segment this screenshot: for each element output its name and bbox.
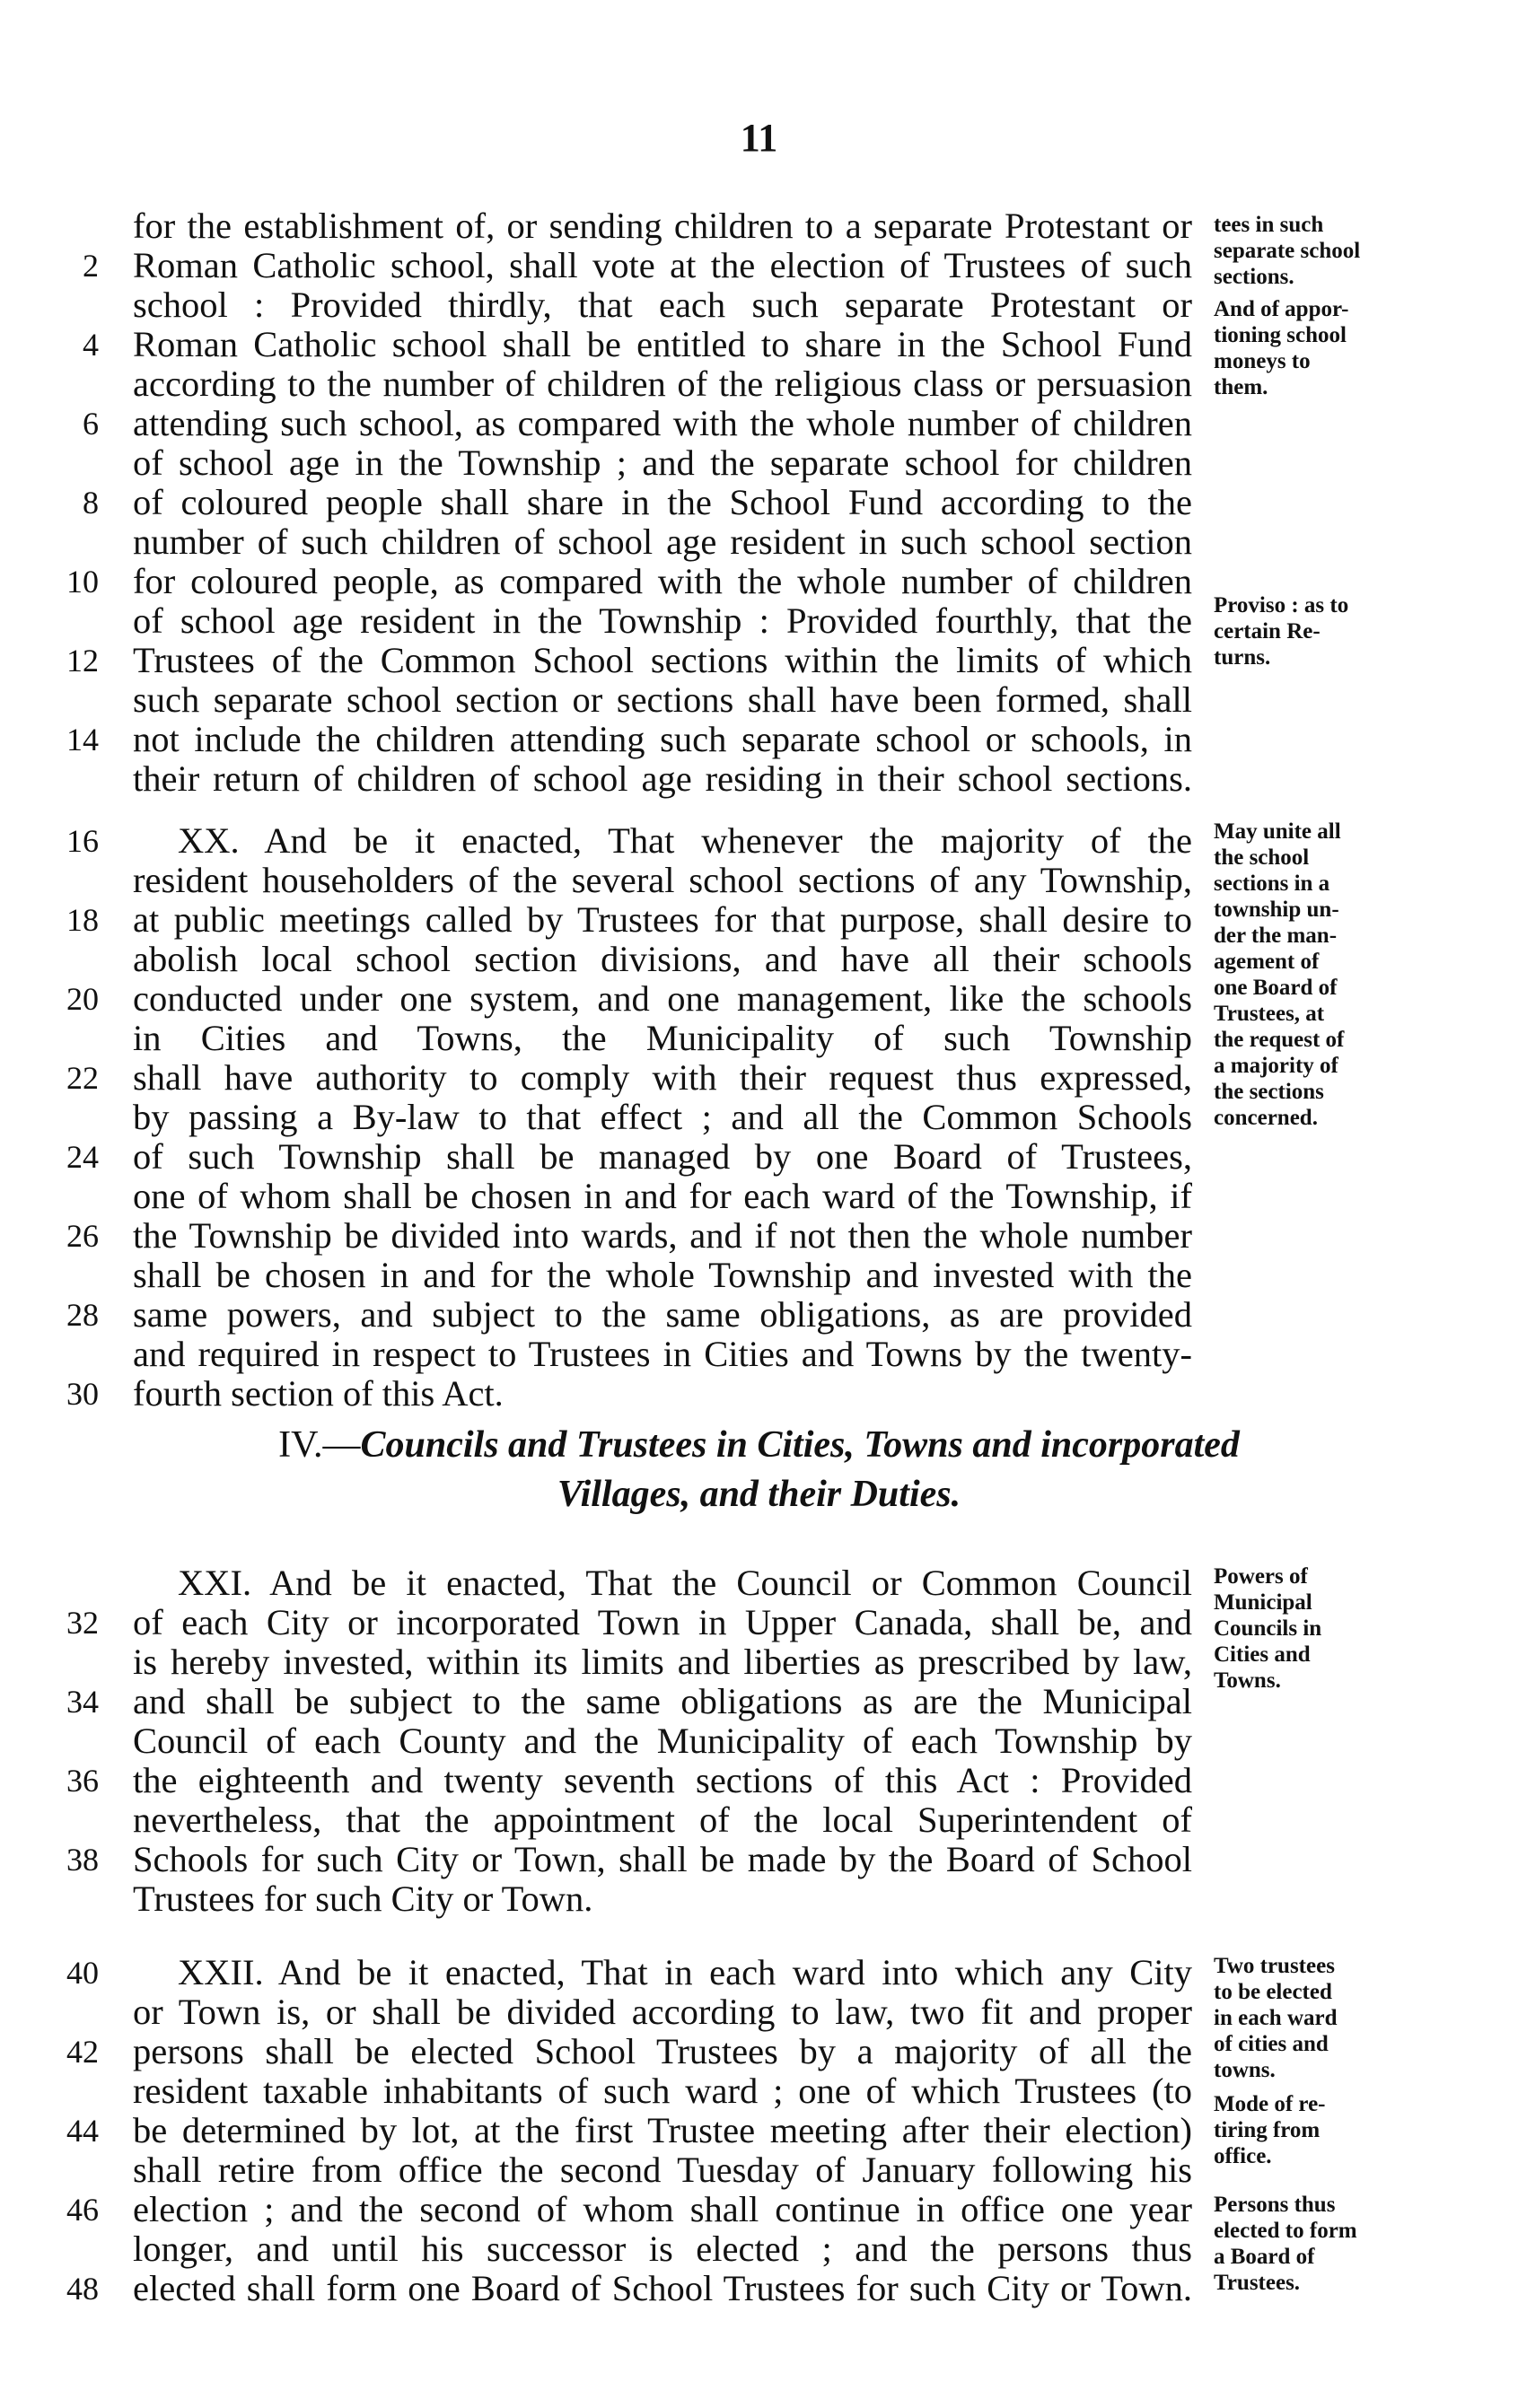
text-line: conducted under one system, and one management, like the schools: [133, 978, 1192, 1019]
text-line: Roman Catholic school, shall vote at the election of Trustees of such: [133, 245, 1192, 285]
margin-note-line: Cities and: [1214, 1642, 1311, 1667]
text-line: longer, and until his successor is elected ; and the persons thus: [133, 2228, 1192, 2269]
margin-note-line: them.: [1214, 375, 1268, 399]
text-line: XXII. And be it enacted, That in each ward into which any City: [178, 1952, 1192, 1992]
text-line: Schools for such City or Town, shall be made by the Board of School: [133, 1839, 1192, 1879]
margin-note-line: Powers of: [1214, 1564, 1308, 1589]
margin-note-line: a Board of: [1214, 2245, 1315, 2269]
text-line: is hereby invested, within its limits and liberties as prescribed by law,: [133, 1642, 1192, 1682]
margin-note: [1214, 212, 1483, 290]
margin-note-line: separate school: [1214, 239, 1361, 263]
section-heading: [0, 1423, 1518, 1467]
margin-note-line: May unite all: [1214, 819, 1341, 844]
text-line: for the establishment of, or sending children to a separate Protestant or: [133, 206, 1192, 246]
text-line: XXI. And be it enacted, That the Council or Common Council: [178, 1563, 1192, 1603]
line-number: 6: [83, 406, 99, 442]
text-line: Trustees of the Common School sections within the limits of which: [133, 640, 1192, 680]
text-line: not include the children attending such separate school or schools, in: [133, 719, 1192, 759]
line-number: 46: [66, 2192, 99, 2228]
text-line: the eighteenth and twenty seventh sections of this Act : Provided: [133, 1760, 1192, 1800]
margin-note-line: sections.: [1214, 265, 1294, 289]
text-line: and shall be subject to the same obligations as are the Municipal: [133, 1681, 1192, 1721]
margin-note: [1214, 1563, 1483, 1694]
margin-note-line: tiring from: [1214, 2118, 1321, 2142]
margin-note-line: tioning school: [1214, 323, 1347, 347]
margin-note-line: turns.: [1214, 645, 1271, 670]
margin-note-line: Two trustees: [1214, 1954, 1335, 1978]
margin-note-line: Persons thus: [1214, 2193, 1336, 2217]
margin-note-line: one Board of: [1214, 976, 1338, 1000]
margin-note: [1214, 1953, 1483, 2083]
margin-note-line: agement of: [1214, 950, 1320, 974]
text-line: number of such children of school age resident in such school section: [133, 521, 1192, 562]
margin-note-line: the school: [1214, 845, 1310, 870]
line-number: 8: [83, 485, 99, 521]
text-line: and required in respect to Trustees in Cities and Towns by the twenty-: [133, 1334, 1192, 1374]
line-number: 42: [66, 2034, 99, 2070]
section-heading-continued: [0, 1472, 1518, 1517]
heading-line-1: Councils and Trustees in Cities, Towns and incorporated: [360, 1424, 1240, 1466]
text-line: same powers, and subject to the same obligations, as are provided: [133, 1294, 1192, 1335]
text-line: at public meetings called by Trustees for that purpose, shall desire to: [133, 899, 1192, 940]
text-line: election ; and the second of whom shall continue in office one year: [133, 2189, 1192, 2229]
margin-note-line: der the man-: [1214, 924, 1338, 948]
margin-note-line: And of appor-: [1214, 297, 1349, 321]
text-line: according to the number of children of the religious class or persuasion: [133, 363, 1192, 404]
line-number: 12: [66, 643, 99, 679]
margin-note: [1214, 592, 1483, 670]
margin-note-line: a majority of: [1214, 1054, 1338, 1078]
text-line: their return of children of school age residing in their school sections.: [133, 758, 1192, 799]
text-line: Trustees for such City or Town.: [133, 1878, 593, 1919]
margin-note-line: Proviso : as to: [1214, 593, 1349, 617]
text-line: nevertheless, that the appointment of the local Superintendent of: [133, 1799, 1192, 1840]
line-number: 10: [66, 564, 99, 600]
text-line: shall have authority to comply with their request thus expressed,: [133, 1057, 1192, 1098]
line-number: 14: [66, 722, 99, 757]
text-line: or Town is, or shall be divided according to law, two fit and proper: [133, 1992, 1192, 2032]
margin-note-line: Trustees.: [1214, 2271, 1301, 2295]
text-line: one of whom shall be chosen in and for each ward of the Township, if: [133, 1176, 1192, 1216]
line-number: 28: [66, 1297, 99, 1333]
text-line: for coloured people, as compared with the whole number of children: [133, 561, 1192, 601]
line-number: 22: [66, 1060, 99, 1096]
text-line: elected shall form one Board of School Trustees for such City or Town.: [133, 2268, 1192, 2308]
margin-note-line: the request of: [1214, 1028, 1345, 1052]
margin-note: [1214, 819, 1483, 1131]
line-number: 4: [83, 327, 99, 363]
margin-note-line: sections in a: [1214, 871, 1330, 896]
margin-note-line: Towns.: [1214, 1668, 1281, 1693]
text-line: shall retire from office the second Tuesday of January following his: [133, 2150, 1192, 2190]
text-line: of coloured people shall share in the School Fund according to the: [133, 482, 1192, 522]
text-line: school : Provided thirdly, that each such separate Protestant or: [133, 285, 1192, 325]
text-line: such separate school section or sections shall have been formed, shall: [133, 679, 1192, 720]
margin-note-line: certain Re-: [1214, 619, 1321, 644]
text-line: XX. And be it enacted, That whenever the majority of the: [178, 820, 1192, 861]
margin-note-line: in each ward: [1214, 2006, 1338, 2030]
line-number: 36: [66, 1763, 99, 1799]
margin-note-line: office.: [1214, 2144, 1272, 2168]
margin-note-line: Trustees, at: [1214, 1002, 1325, 1026]
margin-note-line: of cities and: [1214, 2032, 1329, 2056]
text-line: of school age in the Township ; and the separate school for children: [133, 442, 1192, 483]
margin-note-line: elected to form: [1214, 2219, 1357, 2243]
text-line: persons shall be elected School Trustees by a majority of all the: [133, 2031, 1192, 2071]
line-number: 38: [66, 1842, 99, 1878]
line-number: 24: [66, 1139, 99, 1175]
line-number: 16: [66, 823, 99, 859]
line-number: 34: [66, 1684, 99, 1720]
line-number: 40: [66, 1955, 99, 1991]
text-line: of school age resident in the Township : Provided fourthly, that the: [133, 600, 1192, 641]
margin-note-line: Councils in: [1214, 1616, 1322, 1641]
text-line: Council of each County and the Municipality of each Township by: [133, 1721, 1192, 1761]
text-line: by passing a By-law to that effect ; and all the Common Schools: [133, 1097, 1192, 1137]
text-line: resident taxable inhabitants of such ward ; one of which Trustees (to: [133, 2071, 1192, 2111]
margin-note-line: Mode of re-: [1214, 2092, 1326, 2116]
text-line: in Cities and Towns, the Municipality of such Township: [133, 1018, 1192, 1058]
text-line: Roman Catholic school shall be entitled to share in the School Fund: [133, 324, 1192, 364]
text-line: abolish local school section divisions, and have all their schools: [133, 939, 1192, 979]
margin-note-line: concerned.: [1214, 1106, 1318, 1130]
margin-note: [1214, 2091, 1483, 2169]
margin-note-line: Municipal: [1214, 1590, 1312, 1615]
margin-note-line: tees in such: [1214, 213, 1324, 237]
margin-note: [1214, 2192, 1483, 2296]
line-number: 48: [66, 2271, 99, 2307]
line-number: 30: [66, 1376, 99, 1412]
margin-note-line: the sections: [1214, 1080, 1324, 1104]
text-line: shall be chosen in and for the whole Township and invested with the: [133, 1255, 1192, 1295]
heading-roman-numeral: IV.—: [278, 1424, 361, 1466]
line-number: 20: [66, 981, 99, 1017]
text-line: the Township be divided into wards, and if not then the whole number: [133, 1215, 1192, 1256]
page-number: 11: [740, 116, 778, 160]
text-line: of such Township shall be managed by one Board of Trustees,: [133, 1136, 1192, 1177]
line-number: 26: [66, 1218, 99, 1254]
line-number: 44: [66, 2113, 99, 2149]
line-number: 2: [83, 248, 99, 284]
text-line: of each City or incorporated Town in Upper Canada, shall be, and: [133, 1602, 1192, 1642]
margin-note: [1214, 296, 1483, 400]
line-number: 32: [66, 1605, 99, 1641]
margin-note-line: to be elected: [1214, 1980, 1332, 2004]
margin-note-line: township un-: [1214, 898, 1339, 922]
text-line: resident householders of the several school sections of any Township,: [133, 860, 1192, 900]
line-number: 18: [66, 902, 99, 938]
margin-note-line: moneys to: [1214, 349, 1311, 373]
text-line: attending such school, as compared with the whole number of children: [133, 403, 1192, 443]
text-line: be determined by lot, at the first Trustee meeting after their election): [133, 2110, 1192, 2150]
heading-line-2: Villages, and their Duties.: [557, 1474, 961, 1515]
margin-note-line: towns.: [1214, 2058, 1276, 2082]
text-line: fourth section of this Act.: [133, 1373, 504, 1414]
